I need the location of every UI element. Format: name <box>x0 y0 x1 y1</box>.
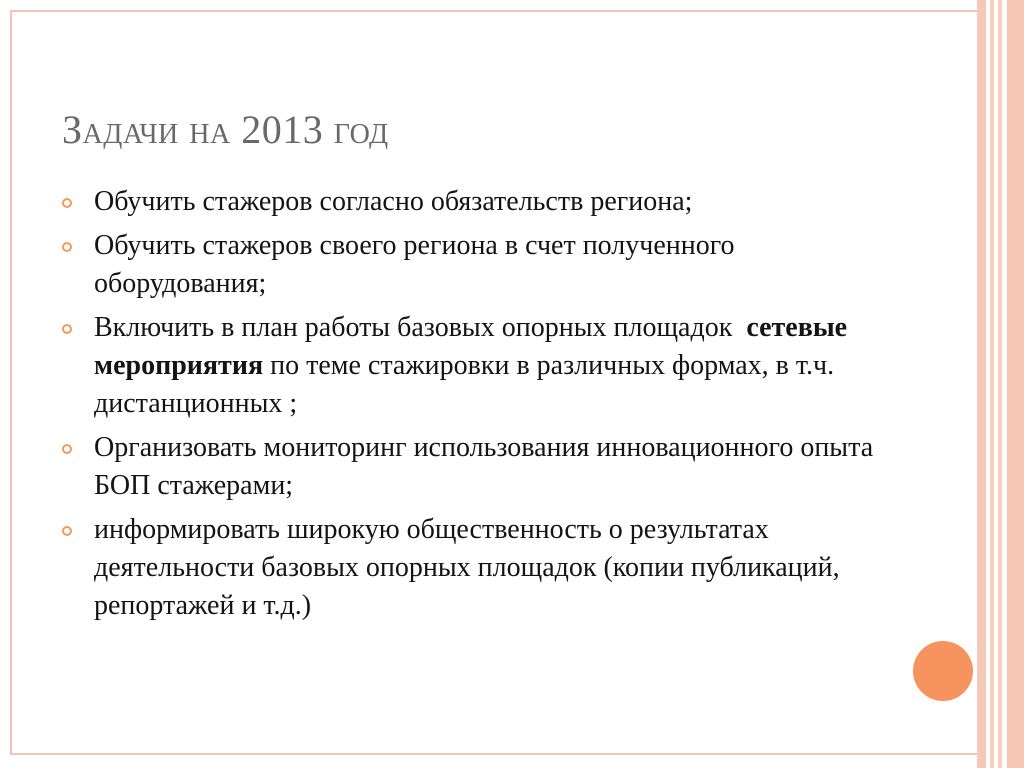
decorative-circle <box>913 641 973 701</box>
bullet-circle-icon <box>62 242 72 252</box>
bullet-item <box>62 511 882 625</box>
bullet-text: Организовать мониторинг использования инновационного опыта БОП стажерами; <box>94 432 874 501</box>
decorative-stripe <box>977 0 986 768</box>
bullet-item <box>62 309 882 423</box>
bullet-item <box>62 227 882 303</box>
bullet-circle-icon <box>62 526 72 536</box>
bullet-item <box>62 183 882 221</box>
decorative-stripe <box>990 0 994 768</box>
bullet-text: Обучить стажеров согласно обязательств региона; <box>94 186 693 217</box>
bullet-text-bold: сетевые мероприятия <box>94 312 848 381</box>
decorative-stripe <box>998 0 1002 768</box>
bullet-circle-icon <box>62 324 72 334</box>
decorative-stripe <box>1007 0 1024 768</box>
bullet-text-after: по теме стажировки в различных формах, в т.ч. дистанционных ; <box>94 350 835 419</box>
slide-title: Задачи на 2013 год <box>62 107 389 152</box>
bullet-circle-icon <box>62 198 72 208</box>
bullet-text: информировать широкую общественность о результатах деятельности базовых опорных площадок (копии публикаций, репортажей и т.д.) <box>94 514 840 621</box>
bullet-text: Обучить стажеров своего региона в счет полученного оборудования; <box>94 230 735 299</box>
bullet-item <box>62 429 882 505</box>
bullet-text-before: Включить в план работы базовых опорных площадок <box>94 312 747 343</box>
bullet-list <box>62 183 882 631</box>
bullet-circle-icon <box>62 444 72 454</box>
